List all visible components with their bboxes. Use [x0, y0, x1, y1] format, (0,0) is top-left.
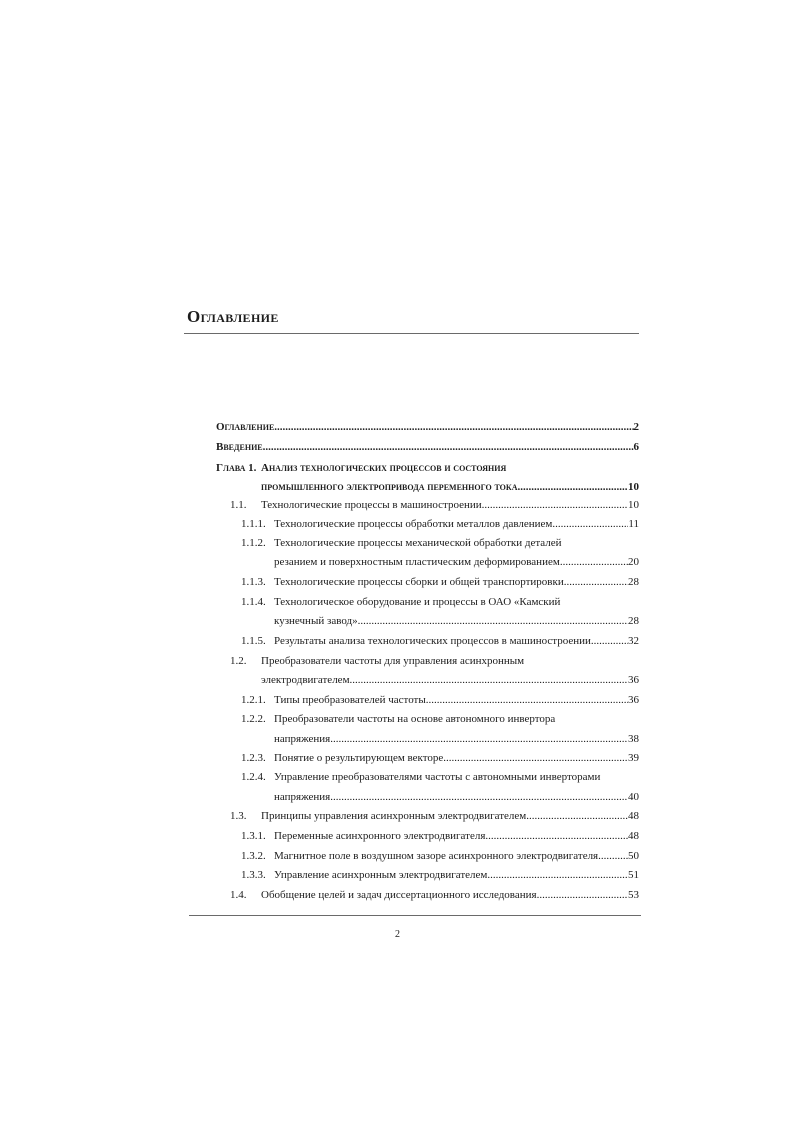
- toc-page-number: 48: [628, 810, 639, 822]
- toc-entry-number: 1.3.: [230, 810, 247, 822]
- toc-entry-1-2-4[interactable]: [241, 771, 639, 784]
- toc-entry-1-2-1[interactable]: [241, 694, 639, 707]
- toc-entry-introduction[interactable]: [216, 441, 639, 454]
- toc-entry-1-1-5[interactable]: [241, 635, 639, 648]
- toc-page-number: 10: [628, 481, 639, 493]
- toc-entry-chapter-1-cont[interactable]: [261, 481, 639, 494]
- toc-entry-number: 1.1.4.: [241, 596, 266, 608]
- dot-leader: [552, 518, 628, 531]
- toc-entry-title: Преобразователи частоты на основе автономного инвертора: [274, 713, 556, 725]
- toc-entry-title: Типы преобразователей частоты: [274, 694, 426, 706]
- dot-leader: [426, 694, 628, 707]
- toc-entry-title: Введение: [216, 441, 263, 453]
- toc-entry-1-2-4-cont[interactable]: [274, 791, 639, 804]
- toc-page-number: 32: [628, 635, 639, 647]
- toc-entry-1-2[interactable]: [230, 655, 639, 668]
- toc-entry-title: напряжения: [274, 733, 331, 745]
- toc-entry-title: Управление преобразователями частоты с автономными инверторами: [274, 771, 601, 783]
- toc-page-number: 36: [628, 694, 639, 706]
- toc-entry-title: Обобщение целей и задач диссертационного исследования: [261, 889, 537, 901]
- toc-entry-number: Глава 1.: [216, 462, 257, 474]
- toc-entry-number: 1.1.2.: [241, 537, 266, 549]
- toc-entry-title: резанием и поверхностным пластическим деформированием: [274, 556, 560, 568]
- dot-leader: [526, 810, 628, 823]
- toc-entry-1-2-cont[interactable]: [261, 674, 639, 687]
- top-divider: [184, 333, 639, 334]
- toc-entry-contents[interactable]: [216, 421, 639, 434]
- toc-entry-title: Принципы управления асинхронным электродвигателем: [261, 810, 527, 822]
- toc-entry-number: 1.1.5.: [241, 635, 266, 647]
- toc-entry-title: промышленного электропривода переменного тока: [261, 481, 518, 493]
- toc-page-number: 51: [628, 869, 639, 881]
- toc-entry-number: 1.4.: [230, 889, 247, 901]
- toc-page-number: 38: [628, 733, 639, 745]
- dot-leader: [487, 869, 628, 882]
- dot-leader: [560, 556, 628, 569]
- toc-entry-title: Технологические процессы в машиностроении: [261, 499, 482, 511]
- toc-entry-1-3-2[interactable]: [241, 850, 639, 863]
- toc-page-number: 40: [628, 791, 639, 803]
- toc-entry-1-1-1[interactable]: [241, 518, 639, 531]
- toc-entry-title: Магнитное поле в воздушном зазоре асинхронного электродвигателя: [274, 850, 599, 862]
- toc-page-number: 48: [628, 830, 639, 842]
- toc-entry-title: Технологические процессы механической обработки деталей: [274, 537, 562, 549]
- dot-leader: [350, 674, 628, 687]
- toc-page-number: 50: [628, 850, 639, 862]
- toc-page-number: 28: [628, 615, 639, 627]
- toc-page-number: 20: [628, 556, 639, 568]
- toc-entry-number: 1.3.3.: [241, 869, 266, 881]
- dot-leader: [330, 733, 628, 746]
- toc-entry-title: Оглавление: [216, 421, 275, 433]
- toc-entry-title: Управление асинхронным электродвигателем: [274, 869, 488, 881]
- toc-entry-title: Преобразователи частоты для управления асинхронным: [261, 655, 525, 667]
- dot-leader: [482, 499, 628, 512]
- toc-entry-title: электродвигателем: [261, 674, 350, 686]
- toc-entry-number: 1.2.2.: [241, 713, 266, 725]
- toc-entry-title: напряжения: [274, 791, 331, 803]
- toc-entry-1-1-4[interactable]: [241, 596, 639, 609]
- toc-entry-number: 1.2.1.: [241, 694, 266, 706]
- toc-entry-1-4[interactable]: [230, 889, 639, 902]
- toc-entry-1-1-4-cont[interactable]: [274, 615, 639, 628]
- toc-entry-1-2-3[interactable]: [241, 752, 639, 765]
- toc-page-number: 2: [633, 421, 639, 433]
- toc-entry-title: Результаты анализа технологических процессов в машиностроении: [274, 635, 591, 647]
- dot-leader: [537, 889, 628, 902]
- dot-leader: [485, 830, 628, 843]
- toc-page-number: 39: [628, 752, 639, 764]
- toc-entry-1-1[interactable]: [230, 499, 639, 512]
- dot-leader: [564, 576, 628, 589]
- toc-entry-number: 1.3.1.: [241, 830, 266, 842]
- dot-leader: [443, 752, 628, 765]
- dot-leader: [263, 441, 634, 454]
- toc-entry-number: 1.2.: [230, 655, 247, 667]
- dot-leader: [330, 791, 628, 804]
- page-title: Оглавление: [187, 307, 279, 326]
- dot-leader: [598, 850, 628, 863]
- toc-entry-1-3[interactable]: [230, 810, 639, 823]
- toc-entry-number: 1.2.4.: [241, 771, 266, 783]
- toc-page-number: 10: [628, 499, 639, 511]
- dot-leader: [358, 615, 628, 628]
- toc-entry-title: кузнечный завод»: [274, 615, 358, 627]
- toc-entry-1-1-3[interactable]: [241, 576, 639, 589]
- toc-entry-title: Переменные асинхронного электродвигателя: [274, 830, 486, 842]
- toc-entry-title: Технологическое оборудование и процессы в ОАО «Камский: [274, 596, 561, 608]
- toc-entry-number: 1.1.1.: [241, 518, 266, 530]
- toc-entry-1-2-2-cont[interactable]: [274, 733, 639, 746]
- toc-entry-title: Анализ технологических процессов и состояния: [261, 462, 507, 474]
- bottom-divider: [189, 915, 641, 916]
- toc-entry-number: 1.3.2.: [241, 850, 266, 862]
- page-number: 2: [395, 929, 400, 940]
- dot-leader: [274, 421, 633, 434]
- toc-entry-1-1-2[interactable]: [241, 537, 639, 550]
- dot-leader: [517, 481, 628, 494]
- toc-page-number: 53: [628, 889, 639, 901]
- toc-entry-number: 1.2.3.: [241, 752, 266, 764]
- toc-entry-title: Технологические процессы сборки и общей транспортировки: [274, 576, 564, 588]
- toc-entry-title: Понятие о результирующем векторе: [274, 752, 444, 764]
- toc-entry-1-3-1[interactable]: [241, 830, 639, 843]
- toc-page-number: 28: [628, 576, 639, 588]
- dot-leader: [591, 635, 628, 648]
- toc-entry-number: 1.1.: [230, 499, 247, 511]
- toc-page-number: 36: [628, 674, 639, 686]
- toc-entry-1-2-2[interactable]: [241, 713, 639, 726]
- toc-entry-number: 1.1.3.: [241, 576, 266, 588]
- toc-entry-chapter-1[interactable]: [216, 462, 639, 475]
- toc-page-number: 11: [628, 518, 639, 530]
- toc-entry-1-1-2-cont[interactable]: [274, 556, 639, 569]
- toc-entry-1-3-3[interactable]: [241, 869, 639, 882]
- toc-page-number: 6: [633, 441, 639, 453]
- toc-entry-title: Технологические процессы обработки металлов давлением: [274, 518, 553, 530]
